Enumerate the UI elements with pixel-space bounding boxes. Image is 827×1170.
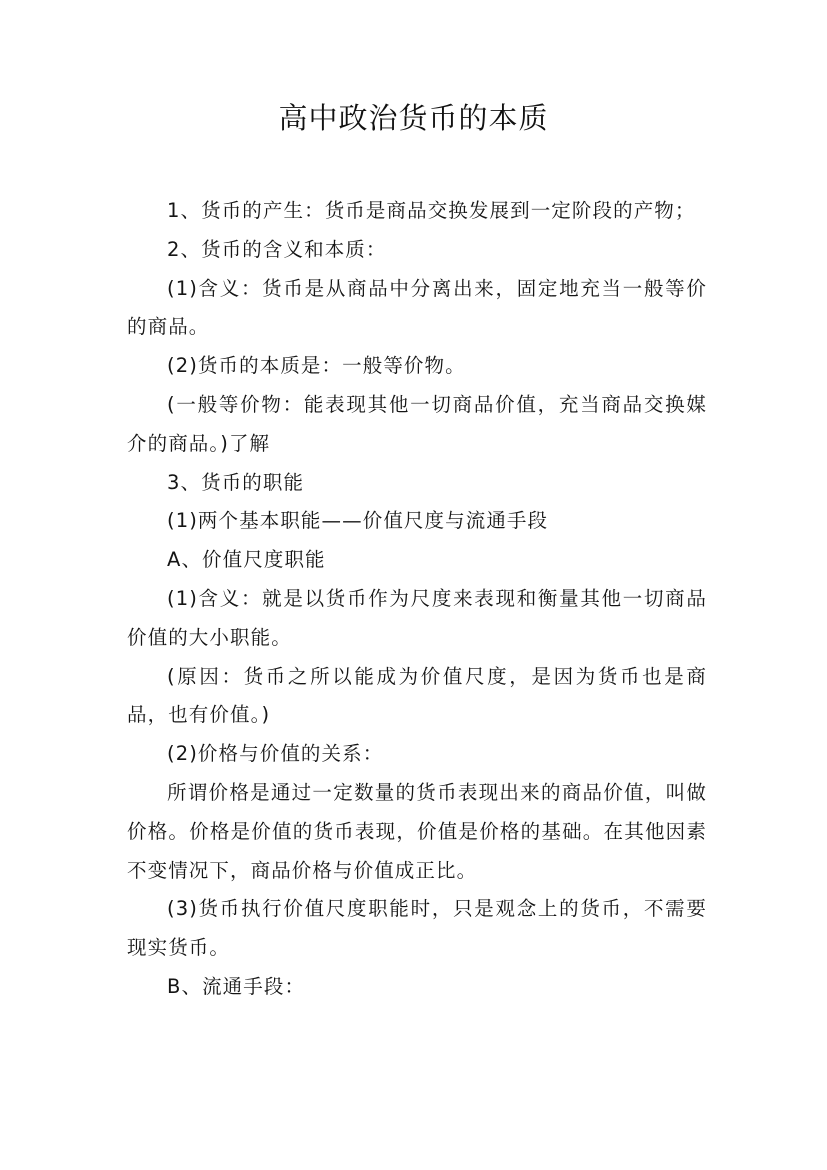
paragraph-reason: (原因：货币之所以能成为价值尺度，是因为货币也是商品，也有价值。): [127, 664, 707, 727]
document-title: 高中政治货币的本质: [278, 101, 549, 135]
paragraph-value-measure-heading: A、价值尺度职能: [167, 548, 326, 572]
document-body: [127, 192, 707, 1007]
paragraph-basic-functions: (1)两个基本职能——价值尺度与流通手段: [167, 509, 549, 533]
paragraph-general-equivalent: (一般等价物：能表现其他一切商品价值，充当商品交换媒介的商品。)了解: [127, 392, 707, 455]
paragraph-definition-heading: 2、货币的含义和本质：: [167, 237, 387, 261]
paragraph-definition: (1)含义：货币是从商品中分离出来，固定地充当一般等价的商品。: [127, 276, 707, 339]
paragraph-origin: 1、货币的产生：货币是商品交换发展到一定阶段的产物；: [167, 199, 696, 222]
paragraph-price-value: 所谓价格是通过一定数量的货币表现出来的商品价值，叫做价格。价格是价值的货币表现，价值是价格的基础。在其他因素不变情况下，商品价格与价值成正比。: [127, 780, 707, 882]
paragraph-circulation-heading: B、流通手段：: [167, 974, 306, 998]
paragraph-price-value-heading: (2)价格与价值的关系：: [167, 742, 384, 766]
paragraph-functions-heading: 3、货币的职能: [167, 470, 305, 494]
paragraph-ideal-money: (3)货币执行价值尺度职能时，只是观念上的货币，不需要现实货币。: [127, 897, 707, 960]
paragraph-essence: (2)货币的本质是：一般等价物。: [167, 354, 466, 378]
paragraph-value-measure-definition: (1)含义：就是以货币作为尺度来表现和衡量其他一切商品价值的大小职能。: [127, 586, 707, 649]
